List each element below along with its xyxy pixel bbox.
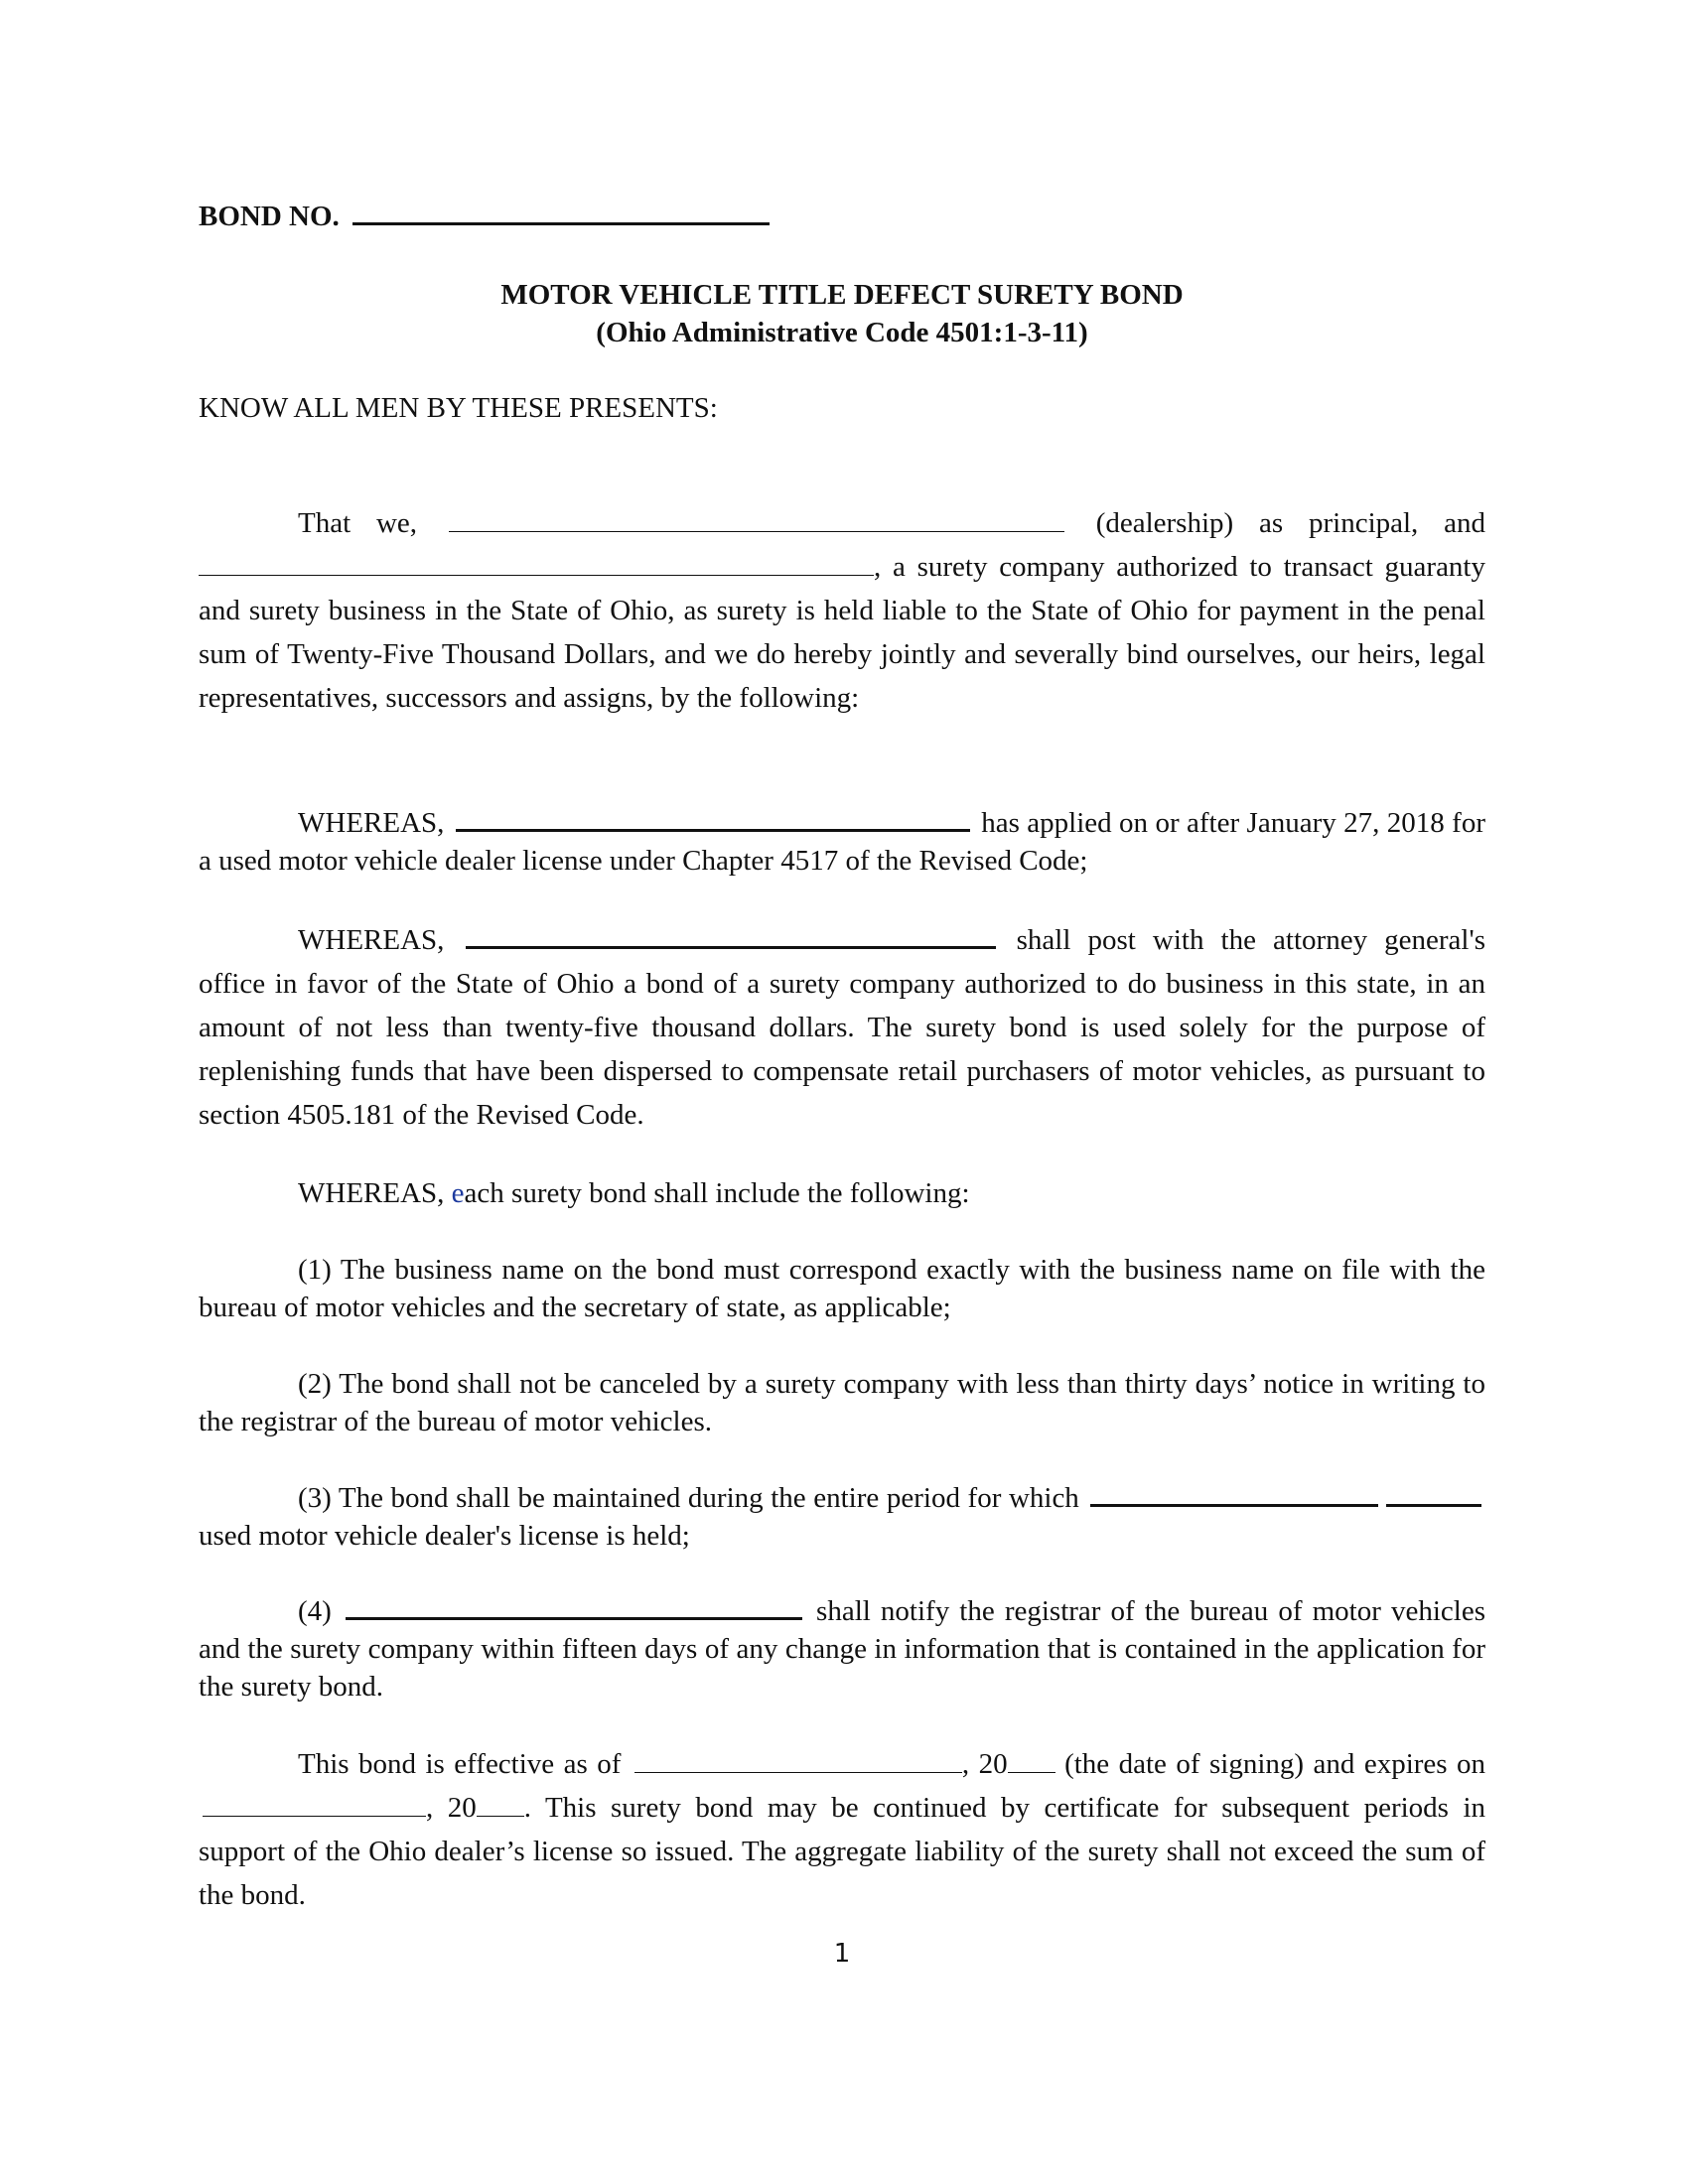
preamble: KNOW ALL MEN BY THESE PRESENTS: bbox=[199, 392, 718, 424]
whereas-3-label: WHEREAS, bbox=[298, 1177, 452, 1209]
whereas-2-dealer-field[interactable] bbox=[466, 924, 996, 949]
list-item-4 bbox=[199, 1592, 1485, 1706]
item-4-number: (4) bbox=[298, 1595, 332, 1627]
effective-year-field[interactable] bbox=[1008, 1750, 1055, 1773]
document-title bbox=[199, 276, 1485, 351]
effective-text-e: . This surety bond may be continued by certificate for subsequent periods in support of the Ohio dealer’s license so issued. The aggregate liability of the surety shall not exceed the sum of the bond. bbox=[199, 1792, 1486, 1911]
whereas-3-text: ach surety bond shall include the following: bbox=[464, 1177, 970, 1209]
principal-text-intro: That we, bbox=[298, 507, 418, 539]
dealership-name-field[interactable] bbox=[449, 509, 1064, 532]
title-line-2: (Ohio Administrative Code 4501:1-3-11) bbox=[596, 317, 1088, 348]
effective-text-b: , 20 bbox=[961, 1748, 1008, 1780]
item-3-text-b: used motor vehicle dealer's license is held; bbox=[199, 1520, 690, 1552]
expiry-date-field[interactable] bbox=[203, 1794, 426, 1817]
list-item-1: (1) The business name on the bond must correspond exactly with the business name on file with the bureau of motor vehicles and the secretary of state, as applicable; bbox=[199, 1254, 1485, 1323]
whereas-1-dealer-field[interactable] bbox=[456, 807, 970, 832]
whereas-3-blue-letter: e bbox=[451, 1177, 465, 1209]
effective-text-d: , 20 bbox=[426, 1792, 477, 1824]
title-line-1: MOTOR VEHICLE TITLE DEFECT SURETY BOND bbox=[500, 279, 1184, 311]
principal-text-dealership: (dealership) as principal, and bbox=[1095, 507, 1485, 539]
effective-text-c: (the date of signing) and expires on bbox=[1064, 1748, 1486, 1780]
paragraph-principal bbox=[199, 501, 1485, 720]
page-number: 1 bbox=[833, 1939, 851, 1969]
expiry-year-field[interactable] bbox=[477, 1794, 524, 1817]
principal-text-surety: , a surety company authorized to transact guaranty and surety business in the State of Ohio, as surety is held liable to the State of Ohio for payment in the penal sum of Twenty-Five Thousand Dollars, and we do hereby jointly and severally bind ourselves, our heirs, legal representatives, successors and assigns, by the following: bbox=[199, 551, 1485, 714]
item-3-dealer-field-b[interactable] bbox=[1386, 1482, 1481, 1507]
item-4-text: shall notify the registrar of the bureau of motor vehicles and the surety company within fifteen days of any change in information that is contained in the application for the surety bond. bbox=[199, 1595, 1485, 1703]
whereas-2-label: WHEREAS, bbox=[298, 924, 445, 956]
effective-text-a: This bond is effective as of bbox=[298, 1748, 622, 1780]
surety-company-field[interactable] bbox=[199, 553, 874, 576]
paragraph-whereas-2 bbox=[199, 918, 1485, 1137]
whereas-1-label: WHEREAS, bbox=[298, 807, 445, 839]
item-3-dealer-field-a[interactable] bbox=[1090, 1482, 1378, 1507]
bond-number-field[interactable] bbox=[352, 199, 770, 225]
bond-number-label: BOND NO. bbox=[199, 201, 340, 232]
paragraph-effective-dates bbox=[199, 1742, 1485, 1917]
bond-number-line bbox=[199, 199, 770, 233]
list-item-3 bbox=[199, 1479, 1485, 1555]
paragraph-whereas-1 bbox=[199, 804, 1485, 880]
whereas-1-text: has applied on or after January 27, 2018 for a used motor vehicle dealer license under Chapter 4517 of the Revised Code; bbox=[199, 807, 1485, 877]
list-item-2: (2) The bond shall not be canceled by a surety company with less than thirty days’ notice in writing to the registrar of the bureau of motor vehicles. bbox=[199, 1368, 1485, 1437]
effective-date-field[interactable] bbox=[634, 1750, 962, 1773]
item-3-text-a: (3) The bond shall be maintained during the entire period for which bbox=[298, 1482, 1079, 1514]
paragraph-whereas-3 bbox=[199, 1171, 1485, 1215]
item-4-dealer-field[interactable] bbox=[346, 1595, 802, 1620]
whereas-2-text: shall post with the attorney general's office in favor of the State of Ohio a bond of a surety company authorized to do business in this state, in an amount of not less than twenty-five thousand dollars. The surety bond is used solely for the purpose of replenishing funds that have been dispersed to compensate retail purchasers of motor vehicles, as pursuant to section 4505.181 of the Revised Code. bbox=[199, 924, 1485, 1131]
document-page bbox=[199, 0, 1485, 2184]
